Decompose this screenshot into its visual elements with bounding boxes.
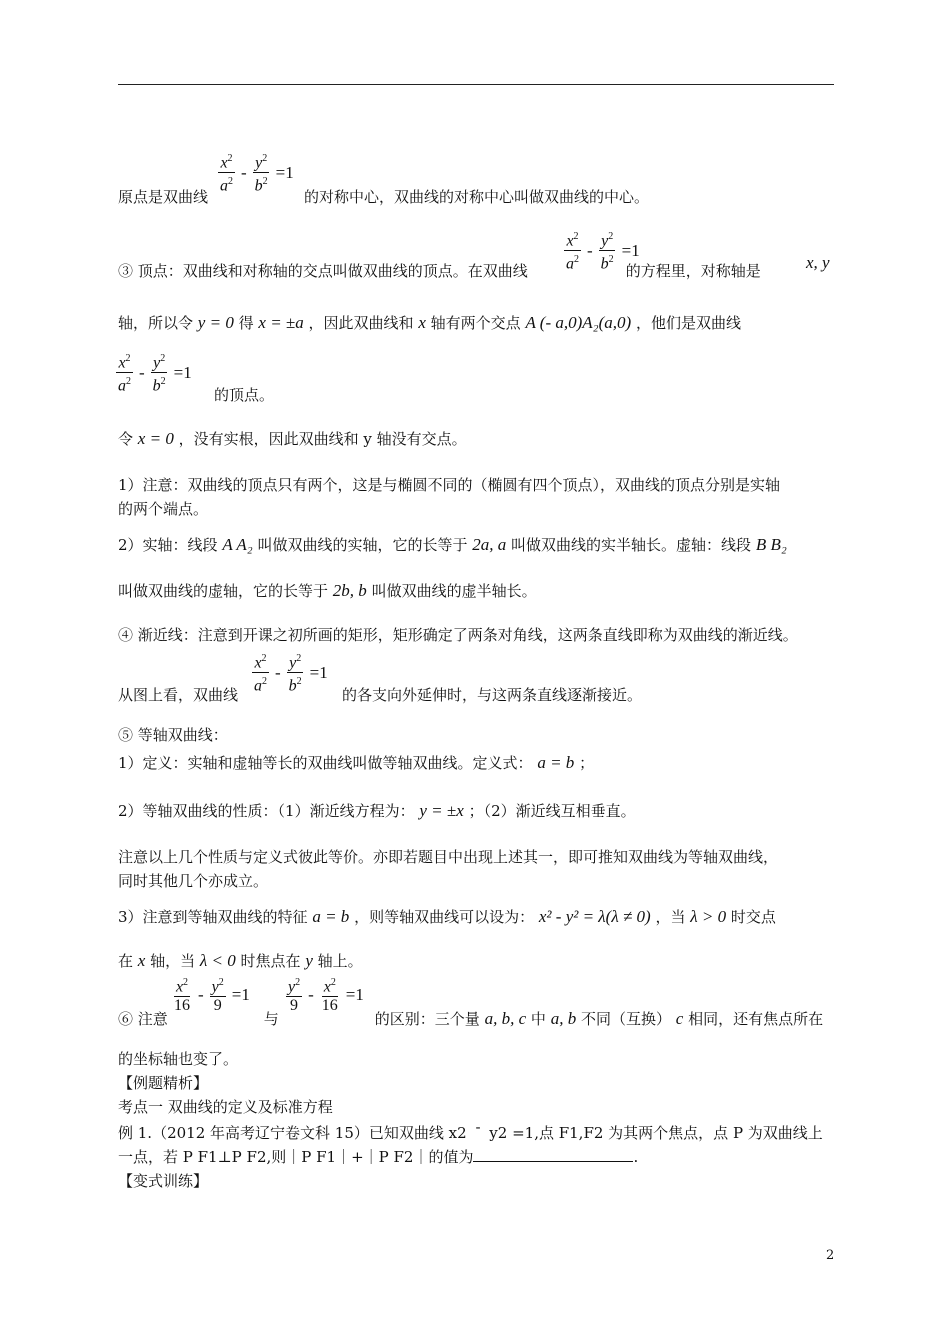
- paragraph-line: 2）等轴双曲线的性质：（1）渐近线方程为： y = ±x ；（2）渐近线互相垂直。: [118, 801, 636, 820]
- example-line: 例 1.（2012 年高考辽宁卷文科 15）已知双曲线 x2 - y2 =1,点 F1,F2 为其两个焦点，点 P 为双曲线上: [118, 1118, 823, 1142]
- section-heading: 【变式训练】: [118, 1172, 209, 1190]
- math-inline: x, y: [806, 253, 830, 272]
- answer-blank[interactable]: [473, 1147, 633, 1162]
- paragraph-line: 3）注意到等轴双曲线的特征 a = b ，则等轴双曲线可以设为： x² - y² = λ(λ ≠ 0) ，当 λ > 0 时交点: [118, 907, 776, 926]
- paragraph-line: 轴，所以令 y = 0 得 x = ±a ，因此双曲线和 x 轴有两个交点 A (- a,0)A₂(a,0) ，他们是双曲线: [118, 313, 741, 332]
- paragraph-line: 叫做双曲线的虚轴，它的长等于 2b, b 叫做双曲线的虚半轴长。: [118, 581, 537, 600]
- hyperbola-equation: $\frac{x^2}{a^2}$ - $\frac{y^2}{b^2}$ =1: [114, 350, 196, 396]
- topic-heading: 考点一 双曲线的定义及标准方程: [118, 1098, 333, 1116]
- paragraph-line: ④ 渐近线：注意到开课之初所画的矩形，矩形确定了两条对角线，这两条直线即称为双曲线的渐近线。: [118, 626, 798, 644]
- paragraph-line: ⑤ 等轴双曲线：: [118, 726, 228, 744]
- section-heading: 【例题精析】: [118, 1074, 209, 1092]
- paragraph-line: 的顶点。: [214, 386, 275, 404]
- paragraph-line: 的两个端点。: [118, 500, 209, 518]
- paragraph-line: ⑥ 注意 与 的区别：三个量 a, b, c 中 a, b 不同（互换） c 相同，还有焦点所在: [118, 1009, 824, 1028]
- header-rule: [118, 84, 834, 85]
- equation-16-9: $\frac{x^2}{16}$ - $\frac{y^2}{9}$ =1: [170, 974, 254, 1015]
- paragraph-line: ③ 顶点：双曲线和对称轴的交点叫做双曲线的顶点。在双曲线 的方程里，对称轴是: [118, 262, 761, 280]
- paragraph-line: 令 x = 0 ，没有实根，因此双曲线和 y 轴没有交点。: [118, 429, 467, 448]
- paragraph-line: 同时其他几个亦成立。: [118, 872, 269, 890]
- paragraph-line: 注意以上几个性质与定义式彼此等价。亦即若题目中出现上述其一，即可推知双曲线为等轴双曲线，: [118, 848, 779, 866]
- paragraph-line: 2）实轴：线段 A A₂ 叫做双曲线的实轴，它的长等于 2a, a 叫做双曲线的实半轴长。虚轴：线段 B B₂: [118, 535, 787, 554]
- paragraph-line: 从图上看，双曲线 的各支向外延伸时，与这两条直线逐渐接近。: [118, 686, 643, 704]
- example-line: 一点，若 P F1⊥P F2,则｜P F1｜+｜P F2｜的值为 .: [118, 1148, 639, 1166]
- hyperbola-equation: $\frac{x^2}{a^2}$ - $\frac{y^2}{b^2}$ =1: [250, 650, 332, 696]
- paragraph-line: 1）注意：双曲线的顶点只有两个，这是与椭圆不同的（椭圆有四个顶点），双曲线的顶点分别是实轴: [118, 476, 781, 494]
- equation-9-16: $\frac{y^2}{9}$ - $\frac{x^2}{16}$ =1: [284, 974, 368, 1015]
- paragraph-line: 1）定义：实轴和虚轴等长的双曲线叫做等轴双曲线。定义式： a = b ；: [118, 753, 595, 772]
- hyperbola-equation: $\frac{x^2}{a^2}$ - $\frac{y^2}{b^2}$ =1: [562, 228, 644, 274]
- paragraph-line: 在 x 轴，当 λ < 0 时焦点在 y 轴上。: [118, 951, 363, 970]
- paragraph-line: 原点是双曲线 的对称中心，双曲线的对称中心叫做双曲线的中心。: [118, 188, 650, 206]
- paragraph-line: 的坐标轴也变了。: [118, 1050, 239, 1068]
- hyperbola-equation: $\frac{x^2}{a^2}$ - $\frac{y^2}{b^2}$ =1: [216, 150, 298, 196]
- page-number: 2: [826, 1248, 835, 1263]
